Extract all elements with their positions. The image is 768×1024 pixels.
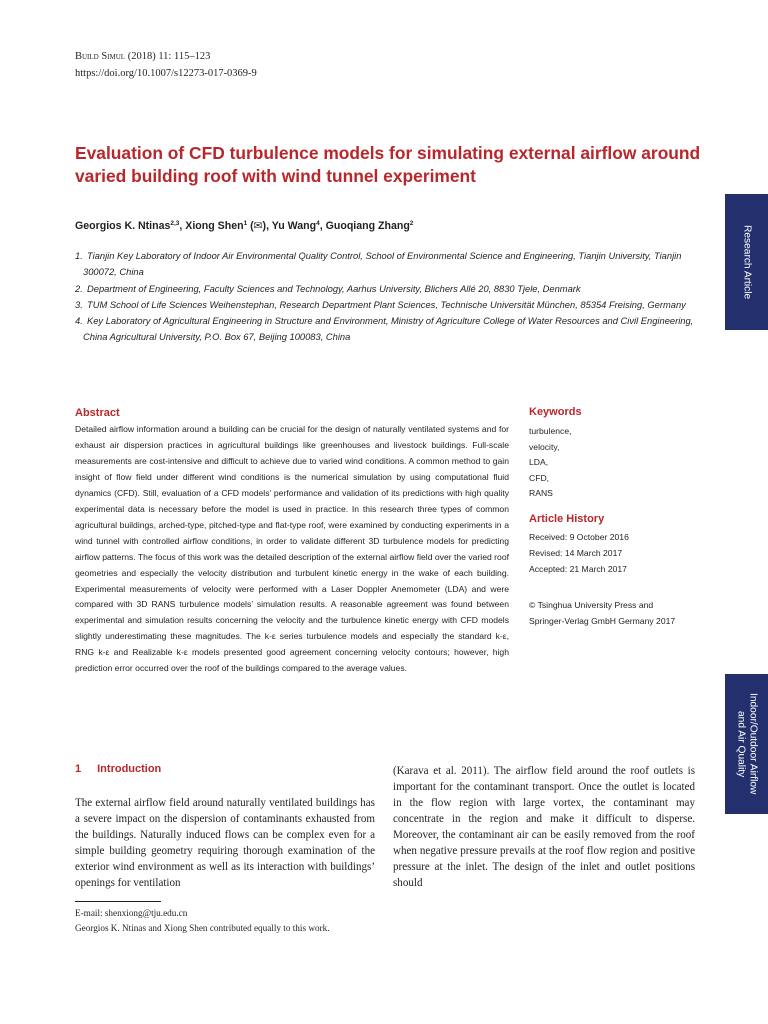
keyword-item: RANS — [529, 488, 553, 498]
keywords-heading: Keywords — [529, 406, 582, 418]
doi-link[interactable]: https://doi.org/10.1007/s12273-017-0369-9 — [75, 68, 257, 79]
copyright-line: © Tsinghua University Press and — [529, 600, 654, 610]
article-title: Evaluation of CFD turbulence models for simulating external airflow around varied building roof with wind tunnel experiment — [75, 143, 701, 186]
author-name: Xiong Shen — [185, 220, 244, 232]
abstract-heading: Abstract — [75, 407, 120, 419]
article-history-heading: Article History — [529, 513, 605, 525]
affiliation-item — [75, 281, 699, 297]
author-name: Guoqiang Zhang — [325, 220, 410, 232]
footnotes — [75, 906, 330, 936]
affiliation-text: TUM School of Life Sciences Weihenstephan, Research Department Plant Sciences, Technische Universität München, 85354 Freising, Germany — [87, 299, 686, 310]
keyword-item: CFD, — [529, 472, 550, 483]
keyword-item: velocity, — [529, 441, 560, 452]
author-2 — [185, 220, 266, 232]
history-received: Received: 9 October 2016 — [529, 532, 629, 542]
envelope-icon[interactable]: (✉) — [247, 220, 267, 232]
journal-name: Build Simul — [75, 51, 126, 62]
author-3 — [272, 220, 320, 232]
affiliation-number: 4. — [75, 316, 83, 327]
keywords-list — [529, 424, 572, 502]
section-title: Introduction — [97, 763, 162, 775]
copyright-notice — [529, 597, 709, 629]
article-type-tab — [725, 194, 768, 330]
footnote-divider — [75, 901, 161, 902]
category-label: Indoor/Outdoor Airflow and Air Quality — [735, 693, 759, 795]
journal-header — [75, 48, 257, 82]
affiliation-text: Tianjin Key Laboratory of Indoor Air Environmental Quality Control, School of Environmental Science and Engineering, Tianjin University, Tianjin 300072, China — [83, 251, 682, 278]
body-column-left: The external airflow field around naturally ventilated buildings has a severe impact on the dispersion of contaminants exhausted from the buildings. Naturally induced flows can be complex even for a simple building geometry requiring thorough examination of the exterior wind environment as well as its interaction with buildings’ openings for ventilation — [75, 797, 375, 889]
history-accepted: Accepted: 21 March 2017 — [529, 564, 627, 574]
affiliation-list — [75, 248, 699, 346]
author-name: Georgios K. Ntinas — [75, 220, 171, 232]
corresponding-email[interactable]: E-mail: shenxiong@tju.edu.cn — [75, 908, 188, 918]
author-affil-sup: 2 — [409, 220, 414, 227]
section-number: 1 — [75, 763, 82, 775]
author-affil-sup: 2,3 — [170, 220, 180, 227]
copyright-line: Springer-Verlag GmbH Germany 2017 — [529, 616, 676, 626]
category-tab — [725, 674, 768, 814]
equal-contribution-note: Georgios K. Ntinas and Xiong Shen contributed equally to this work. — [75, 923, 330, 933]
affiliation-number: 3. — [75, 299, 83, 310]
author-4 — [326, 220, 414, 232]
keyword-item: LDA, — [529, 457, 549, 467]
author-1 — [75, 220, 179, 232]
affiliation-number: 2. — [75, 283, 83, 294]
affiliation-item — [75, 313, 699, 346]
author-affil-sup: 4 — [316, 220, 320, 227]
affiliation-item — [75, 297, 699, 313]
affiliation-text: Department of Engineering, Faculty Sciences and Technology, Aarhus University, Blichers Allé 20, 8830 Tjele, Denmark — [87, 283, 581, 294]
section-heading — [75, 763, 161, 775]
article-history-list — [529, 529, 629, 577]
author-list: Georgios K. Ntinas$^{2,3}$, Xiong Shen$^1$ (✉), Yu Wang$^4$, Guoqiang Zhang$^2$ — [75, 220, 414, 232]
body-column-right: (Karava et al. 2011). The airflow field around the roof outlets is important for the contaminant transport. Once the outlet is located in the flow region with large vortex, the contaminant may concentrate in the region and make it difficult to disperse. Moreover, the contaminant air can be easily removed from the roof when negative pressure prevails at the roof flow region and positive pressure at the inlet. The design of the inlet and outlet positions should — [393, 765, 695, 889]
keyword-item: turbulence, — [529, 426, 572, 436]
affiliation-item — [75, 248, 699, 281]
journal-volume-pages: (2018) 11: 115–123 — [127, 51, 211, 62]
affiliation-text: Key Laboratory of Agricultural Engineering in Structure and Environment, Ministry of Agriculture College of Water Resources and Civil Engineering, China Agricultural University, P.O. Box 67, Beijing 100083, China — [83, 316, 694, 343]
affiliation-number: 1. — [75, 251, 83, 261]
author-affil-sup: 1 — [243, 220, 248, 227]
article-type-label: Research Article — [741, 224, 753, 300]
abstract-text: Detailed airflow information around a building can be crucial for the design of naturally ventilated systems and for exhaust air dispersion practices in agricultural buildings like greenhouses and livestock buildings. Full-scale measurements are cost-intensive and difficult to achieve due to varied wind conditions. A common method to gain insight of flow field under different wind conditions is the numerical simulation by using computational fluid dynamics (CFD). Still, evaluation of a CFD models’ performance and validation of its predictions with high quality experimental data is necessary before the model is used in practice. In this research three types of common agricultural buildings, arched-type, pitched-type and flat-type roof, were examined by conducting experiments in a wind tunnel with controlled airflow conditions, in order to validate different 3D turbulence models for predicting airflow patterns. The focus of this work was the detailed description of the external airflow field over the varied roof geometries and especially the velocity distribution and turbulent kinetic energy in the wake of each building. Experimental measurements of velocity were performed with a Laser Doppler Anemometer (LDA) and were compared with 3D RANS turbulence models’ simulation results. A reasonable agreement was found between experimental and simulation results concerning the velocity and the turbulence kinetic energy with CFD models slightly underestimating these magnitudes. The k-ε series turbulence models and especially the standard k-ε, RNG k-ε and Realizable k-ε models presented good agreement concerning velocity contours; however, high prediction error occurred over the roof of the buildings compared to the average values. — [75, 424, 509, 674]
history-revised: Revised: 14 March 2017 — [529, 548, 623, 558]
author-name: Yu Wang — [271, 220, 317, 232]
journal-citation — [75, 48, 257, 65]
